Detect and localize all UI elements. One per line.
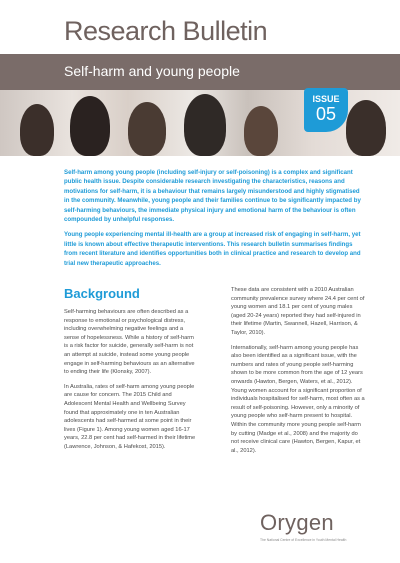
right-column xyxy=(231,286,365,461)
left-column xyxy=(64,286,196,458)
section-heading: Background xyxy=(64,286,140,301)
issue-number: 05 xyxy=(315,104,337,124)
issue-badge xyxy=(304,88,348,132)
photo-person xyxy=(20,104,54,156)
intro-paragraph: Young people experiencing mental ill-health are a group at increased risk of engaging in self-harm, yet little is known about effective therapeutic interventions. This research bulletin summarises findings from recent literature and identifies opportunities both in clinical practice and research to develop and trial new therapeutic approaches. xyxy=(64,231,361,267)
logo-wordmark: Orygen xyxy=(260,510,334,535)
issue-label: ISSUE xyxy=(312,94,340,104)
body-paragraph: Self-harming behaviours are often described as a response to emotional or psychological distress, including overwhelming negative feelings and a sense of hopelessness. While a history of self-harm is a risk factor for suicide, generally self-harm is not an attempt at suicide, instead some young people engage in self-harming behaviours as an alternative to ending their life (Klonsky, 2007). xyxy=(64,309,195,376)
logo-tagline: The National Centre of Excellence in Youth Mental Health xyxy=(260,538,347,542)
orygen-logo xyxy=(256,510,366,550)
photo-person xyxy=(346,100,386,156)
bulletin-title: Research Bulletin xyxy=(64,16,268,46)
body-paragraph: These data are consistent with a 2010 Australian community prevalence survey where 24.4 per cent of young women and 18.1 per cent of young males (aged 20-24 years) reported they had self-injured in their lifetime (Martin, Swannell, Hazell, Harrison, & Taylor, 2010). xyxy=(231,287,365,336)
body-paragraph: In Australia, rates of self-harm among young people are cause for concern. The 2015 Child and Adolescent Mental Health and Wellbeing Survey found that approximately one in ten Australian adolescents had self-harmed at some point in their lives (Figure 1). Among young women aged 16-17 years, 22.8 per cent had self-harmed in their lifetime (Lawrence, Johnson, & Hafekost, 2015). xyxy=(64,383,196,450)
photo-person xyxy=(70,96,110,156)
bulletin-subtitle: Self-harm and young people xyxy=(64,63,240,79)
photo-person xyxy=(128,102,166,156)
body-paragraph: Internationally, self-harm among young people has also been identified as a significant issue, with the numbers and rates of young people self-harming shown to be more common from the age of 12 years onwards (Hawton, Bergen, Waters, et al., 2012). Young women account for a significant proportion of individuals hospitalised for self-harm, most often as a result of self-poisoning. However, only a minority of young people who self-harm present to hospital. Within the community more young people self-harm by cutting (Madge et al., 2008) and the majority do not receive clinical care (Hawton, Bergen, Kapur, et al., 2012). xyxy=(231,344,365,454)
intro-paragraph: Self-harm among young people (including self-injury or self-poisoning) is a complex and significant public health issue. Despite considerable research investigating the characteristics, reasons and motivations for self-harm, it is a behaviour that remains largely misunderstood and highly stigmatised in the community. Meanwhile, young people and their families continue to be significantly impacted by self-harming behaviours, the immediate physical injury and emotional harm of the behaviour is often compounded by unhelpful responses. xyxy=(64,169,361,224)
subtitle-band xyxy=(0,54,400,90)
photo-person xyxy=(244,106,278,156)
photo-person xyxy=(184,94,226,156)
intro-section xyxy=(64,168,364,274)
